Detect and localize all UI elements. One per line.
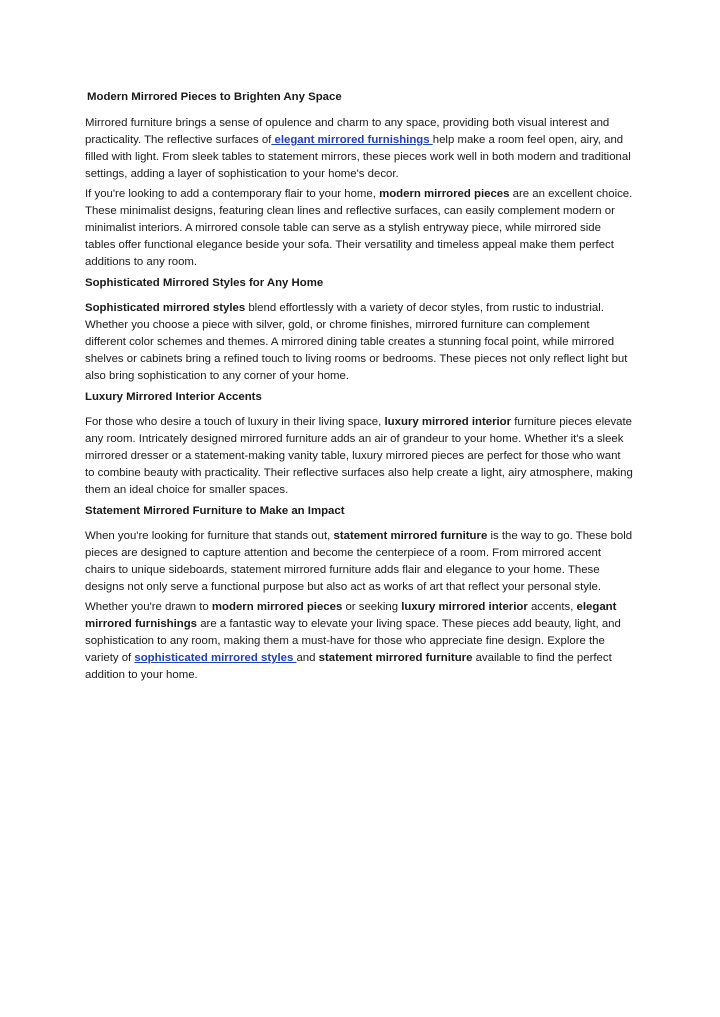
- paragraph-conclusion: [85, 599, 633, 684]
- bold-phrase: statement mirrored furniture: [333, 530, 488, 542]
- section-heading-statement: Statement Mirrored Furniture to Make an Impact: [85, 505, 345, 517]
- paragraph-text: blend effortlessly with a variety of decor styles, from rustic to industrial. Whether you choose a piece with silver, gold, or chrome finishes, mirrored furniture can complement different color schemes and themes. A mirrored dining table creates a stunning focal point, while mirrored shelves or cabinets bring a refined touch to living rooms or bedrooms. These pieces not only reflect light but also bring sophistication to any corner of your home.: [85, 302, 628, 382]
- paragraph-text: are a fantastic way to elevate your living space. These pieces add beauty, light, and sophistication to any room, making them a must-have for those who appreciate fine design. Explore the variety of: [85, 618, 621, 664]
- bold-phrase: luxury mirrored interior: [384, 416, 512, 428]
- paragraph-text: available to find the perfect addition to your home.: [85, 652, 612, 681]
- paragraph-text: Mirrored furniture brings a sense of opulence and charm to any space, providing both visual interest and practicality. The reflective surfaces of: [85, 117, 610, 146]
- paragraph-text: furniture pieces elevate any room. Intricately designed mirrored furniture adds an air of grandeur to your home. Whether it's a sleek mirrored dresser or a statement-making vanity table, luxury mirrored pieces are perfect for those who want to combine beauty with practicality. Their reflective surfaces also help create a light, airy atmosphere, making them an ideal choice for smaller spaces.: [85, 416, 633, 496]
- paragraph-text: or seeking: [342, 601, 402, 613]
- section-heading-luxury: Luxury Mirrored Interior Accents: [85, 391, 262, 403]
- bold-phrase: Sophisticated mirrored styles: [85, 302, 246, 314]
- bold-phrase: statement mirrored furniture: [318, 652, 473, 664]
- paragraph-text: and: [296, 652, 319, 664]
- paragraph-text: For those who desire a touch of luxury in their living space,: [85, 416, 385, 428]
- document-page: [85, 89, 633, 687]
- paragraph-text: When you're looking for furniture that stands out,: [85, 530, 334, 542]
- section-heading-sophisticated: Sophisticated Mirrored Styles for Any Home: [85, 277, 324, 289]
- paragraph-text: is the way to go. These bold pieces are designed to capture attention and become the centerpiece of a room. From mirrored accent chairs to unique sideboards, statement mirrored furniture adds flair and elegance to your home. These designs not only serve a functional purpose but also act as works of art that reflect your personal style.: [85, 530, 633, 593]
- paragraph-luxury: [85, 414, 633, 499]
- elegant-mirrored-furnishings-link[interactable]: elegant mirrored furnishings: [271, 134, 433, 146]
- paragraph-text: Whether you're drawn to: [85, 601, 212, 613]
- bold-phrase: modern mirrored pieces: [211, 601, 343, 613]
- page-title: Modern Mirrored Pieces to Brighten Any Space: [87, 91, 342, 103]
- paragraph-intro: [85, 115, 633, 183]
- bold-phrase: luxury mirrored interior: [401, 601, 528, 613]
- sophisticated-mirrored-styles-link[interactable]: sophisticated mirrored styles: [134, 652, 297, 664]
- bold-phrase: elegant mirrored furnishings: [85, 601, 617, 630]
- paragraph-statement: [85, 528, 633, 596]
- paragraph-text: are an excellent choice. These minimalist designs, featuring clean lines and reflective surfaces, can easily complement modern or minimalist interiors. A mirrored console table can serve as a stylish entryway piece, while mirrored side tables offer functional elegance beside your sofa. Their versatility and timeless appeal make them perfect additions to any room.: [85, 188, 633, 268]
- paragraph-text: accents,: [527, 601, 577, 613]
- paragraph-text: help make a room feel open, airy, and filled with light. From sleek tables to statement mirrors, these pieces work well in both modern and traditional settings, adding a layer of sophistication to your home's decor.: [85, 134, 631, 180]
- paragraph-text: If you're looking to add a contemporary flair to your home,: [85, 188, 380, 200]
- paragraph-sophisticated: [85, 300, 633, 385]
- paragraph-modern: [85, 186, 633, 271]
- bold-phrase: modern mirrored pieces: [379, 188, 510, 200]
